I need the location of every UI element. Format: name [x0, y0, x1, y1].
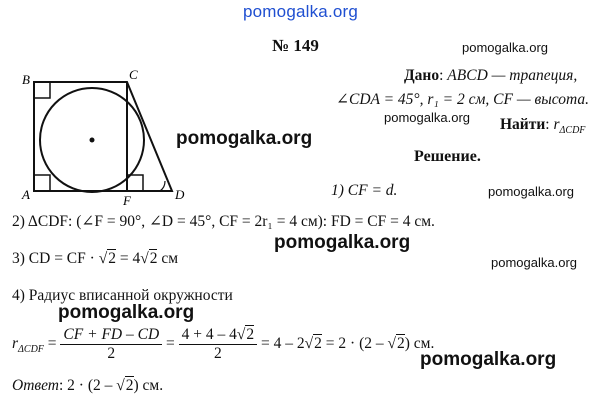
- formula-rest-a: = 4 – 2: [261, 335, 305, 353]
- watermark-large-4: pomogalka.org: [420, 349, 557, 370]
- find-colon: :: [545, 116, 550, 133]
- step-3: 3) CD = CF · √2 = 4√2 см: [12, 250, 179, 267]
- formula-frac-2-sqrt: 2: [246, 326, 255, 343]
- circle-center-dot: [90, 138, 95, 143]
- find-target: r: [553, 116, 560, 133]
- formula-rest-b: = 2 · (2 –: [321, 335, 388, 353]
- answer-label: Ответ: [12, 377, 59, 394]
- given-text-1: ABCD — трапеция,: [447, 67, 578, 84]
- formula-lhs: r: [12, 335, 19, 353]
- formula-frac-1-den: 2: [107, 345, 116, 362]
- watermark-large-3: pomogalka.org: [58, 302, 195, 323]
- step-3-eq: = 4: [115, 250, 141, 267]
- formula-eq-1: =: [47, 335, 57, 353]
- given-label: Дано: [404, 67, 440, 84]
- right-angle-a: [34, 175, 50, 191]
- problem-number: № 149: [272, 36, 319, 55]
- formula-eq-2: =: [166, 335, 175, 353]
- formula-frac-2: $\frac{4 + 4 - 4√2}{2}$: [179, 326, 258, 363]
- watermark-top: pomogalka.org: [243, 2, 359, 21]
- trapezoid-abcd: [34, 82, 172, 191]
- formula-frac-1-num: CF + FD – CD: [60, 326, 162, 345]
- label-c: C: [129, 67, 138, 82]
- watermark-large-2: pomogalka.org: [274, 232, 411, 253]
- formula-lhs-sub: ΔCDF: [18, 344, 44, 356]
- find-label: Найти: [500, 116, 546, 133]
- label-f: F: [123, 193, 131, 206]
- watermark-small-1: pomogalka.org: [462, 40, 548, 55]
- answer-sqrt: 2: [125, 377, 134, 394]
- right-angle-b: [34, 82, 50, 98]
- label-d: D: [175, 187, 185, 202]
- formula-rest-c: ) см.: [404, 335, 435, 353]
- label-a: A: [22, 187, 30, 202]
- watermark-large-1: pomogalka.org: [176, 128, 313, 149]
- answer: Ответ: 2 · (2 – √2) см.: [12, 377, 164, 394]
- angle-d-arc: [160, 181, 165, 191]
- formula-frac-2-den: 2: [214, 345, 222, 362]
- watermark-small-4: pomogalka.org: [491, 255, 577, 270]
- label-b: B: [22, 72, 30, 87]
- formula-frac-1: [60, 326, 162, 363]
- given-line-1: Дано: ABCD — трапеция,: [404, 67, 578, 84]
- answer-text-b: ) см.: [133, 377, 164, 394]
- formula-rest-sqrt2: 2: [397, 335, 405, 353]
- formula: $r_{\Delta CDF}$ = $\frac{CF + FD - CD}{2}$ = $\frac{4 + 4 - 4√2}{2}$ = 4 – 2√2 = 2 · (2 – √2) см.: [12, 326, 435, 362]
- step-3-prefix: 3) CD = CF ·: [12, 250, 99, 267]
- given-line-2: ∠CDA = 45°, r₁ = 2 см, CF — высота.: [336, 91, 589, 108]
- formula-frac-2-num: 4 + 4 – 4: [181, 326, 237, 343]
- trapezoid-figure: [20, 66, 190, 206]
- find-line: [500, 116, 585, 136]
- step-3-sqrt2: 2: [149, 250, 158, 267]
- step-2: 2) ΔCDF: (∠F = 90°, ∠D = 45°, CF = 2r₁ = 4 см): FD = CF = 4 см.: [12, 213, 435, 230]
- watermark-small-3: pomogalka.org: [488, 184, 574, 199]
- watermark-small-2: pomogalka.org: [384, 110, 470, 125]
- step-1: 1) CF = d.: [331, 182, 398, 199]
- formula-rest-sqrt: 2: [314, 335, 322, 353]
- solution-title: Решение.: [414, 148, 481, 165]
- step-3-unit: см: [157, 250, 179, 267]
- step-3-sqrt: 2: [108, 250, 116, 267]
- answer-text-a: : 2 · (2 –: [58, 377, 117, 394]
- step-4: 4) Радиус вписанной окружности: [12, 287, 233, 304]
- find-target-sub: ΔCDF: [559, 125, 586, 137]
